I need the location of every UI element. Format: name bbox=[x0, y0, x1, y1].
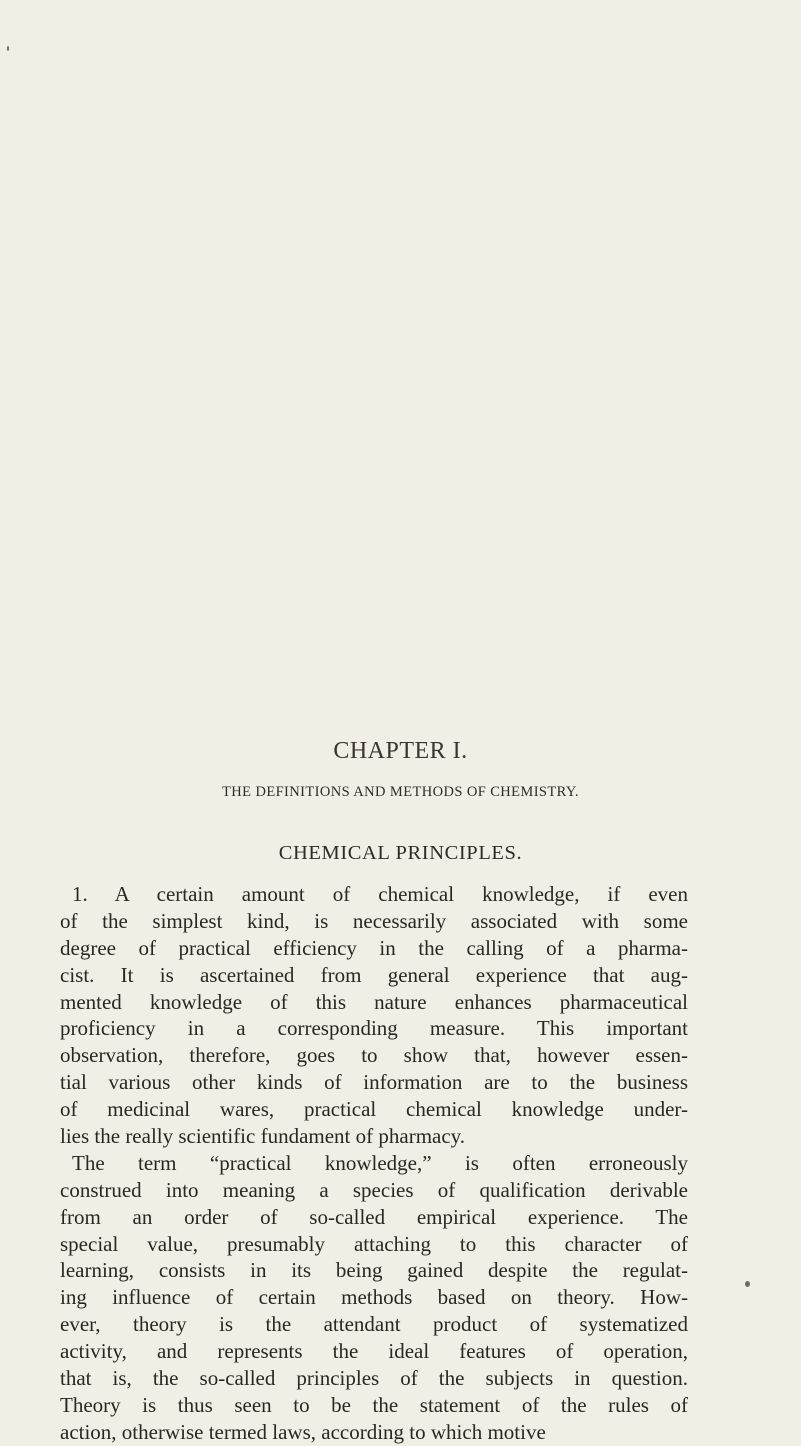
text-line: activity, and represents the ideal features of operation, bbox=[60, 1339, 688, 1364]
text-line: that is, the so-called principles of the subjects in question. bbox=[60, 1366, 688, 1391]
text-line: Theory is thus seen to be the statement of the rules of bbox=[60, 1392, 688, 1417]
text-line: lies the really scientific fundament of pharmacy. bbox=[60, 1124, 466, 1149]
chapter-title: THE DEFINITIONS AND METHODS OF CHEMISTRY. bbox=[222, 784, 579, 800]
text-line: learning, consists in its being gained despite the regulat- bbox=[60, 1258, 688, 1283]
text-line: construed into meaning a species of qualification derivable bbox=[60, 1177, 688, 1202]
text-line: The term “practical knowledge,” is often erroneously bbox=[72, 1150, 688, 1175]
text-line: degree of practical efficiency in the calling of a pharma- bbox=[60, 935, 688, 960]
text-line: ever, theory is the attendant product of systematized bbox=[60, 1312, 688, 1337]
text-line: of the simplest kind, is necessarily associated with some bbox=[60, 908, 688, 933]
text-line: action, otherwise termed laws, according to which motive bbox=[60, 1419, 546, 1444]
text-line: proficiency in a corresponding measure. This important bbox=[60, 1016, 688, 1041]
section-heading: CHEMICAL PRINCIPLES. bbox=[278, 842, 523, 864]
text-line: tial various other kinds of information are to the business bbox=[60, 1070, 688, 1095]
body-text bbox=[60, 881, 688, 1446]
text-line: special value, presumably attaching to this character of bbox=[60, 1231, 688, 1256]
chapter-heading: CHAPTER I. bbox=[333, 738, 468, 764]
text-line: mented knowledge of this nature enhances pharmaceutical bbox=[60, 989, 688, 1014]
text-line: 1. A certain amount of chemical knowledge, if even bbox=[72, 882, 688, 906]
text-line: from an order of so-called empirical experience. The bbox=[60, 1204, 688, 1229]
paper-speck bbox=[7, 46, 9, 51]
text-line: cist. It is ascertained from general experience that aug- bbox=[60, 962, 688, 987]
text-line: of medicinal wares, practical chemical knowledge under- bbox=[60, 1097, 688, 1122]
text-line: observation, therefore, goes to show that, however essen- bbox=[60, 1043, 688, 1068]
text-line: ing influence of certain methods based on theory. How- bbox=[60, 1285, 688, 1310]
paper-speck bbox=[745, 1281, 750, 1287]
